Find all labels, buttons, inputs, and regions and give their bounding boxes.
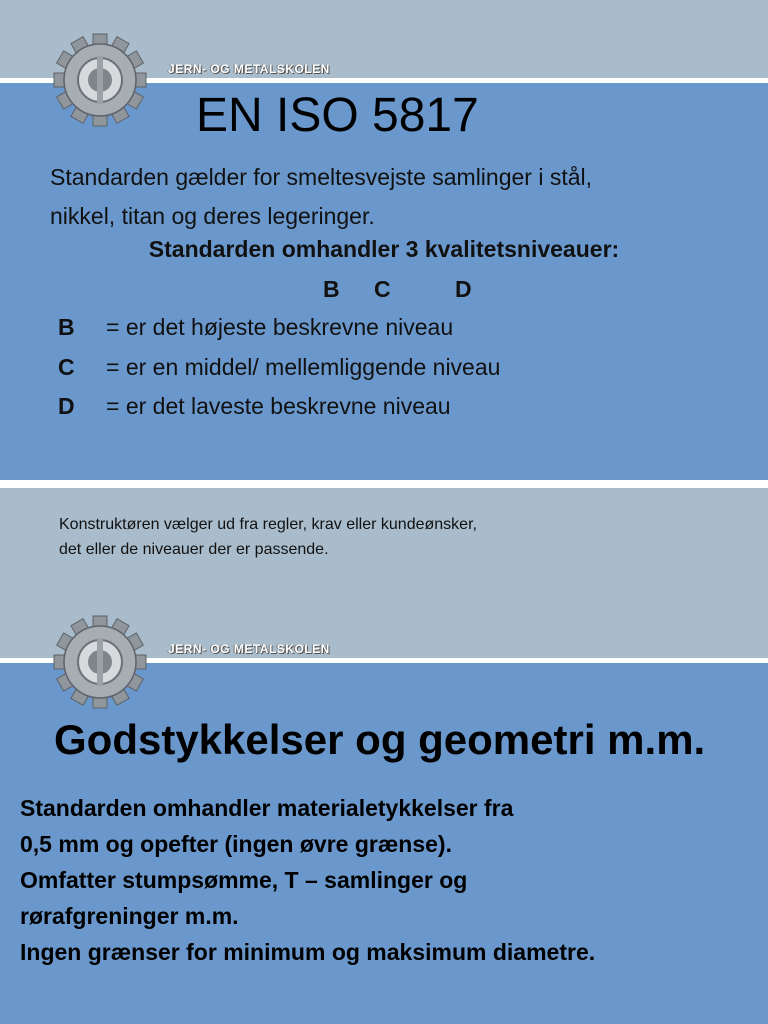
school-logo (28, 14, 168, 134)
school-name: JERN- OG METALSKOLEN (168, 62, 330, 76)
definition-text: = er det laveste beskrevne niveau (106, 393, 451, 419)
definition-key: C (58, 354, 75, 380)
intro-line: Standarden gælder for smeltesvejste samlinger i stål, (50, 164, 593, 190)
definition-text: = er en middel/ mellemliggende niveau (106, 354, 501, 380)
designer-note (59, 512, 477, 562)
slide-1 (0, 0, 768, 480)
section-line: rørafgreninger m.m. (20, 903, 239, 929)
definition-row (58, 393, 451, 420)
definition-key: B (58, 314, 75, 340)
section-line: Omfatter stumpsømme, T – samlinger og (20, 867, 468, 893)
intro-line: nikkel, titan og deres legeringer. (50, 203, 375, 229)
page-title: EN ISO 5817 (196, 89, 479, 142)
gear-icon (54, 34, 146, 126)
school-name: JERN- OG METALSKOLEN (168, 642, 330, 656)
section-title: Godstykkelser og geometri m.m. (54, 716, 706, 763)
definition-text: = er det højeste beskrevne niveau (106, 314, 454, 340)
school-logo (28, 596, 168, 716)
gear-icon (54, 616, 146, 708)
slide-2 (0, 488, 768, 1024)
section-line: Standarden omhandler materialetykkelser fra (20, 795, 514, 821)
slide-divider (0, 480, 768, 488)
note-line: det eller de niveauer der er passende. (59, 541, 329, 558)
levels-heading: Standarden omhandler 3 kvalitetsniveauer: (148, 236, 620, 262)
section-line: 0,5 mm og opefter (ingen øvre grænse). (20, 831, 452, 857)
level-letter: C (374, 276, 391, 302)
definition-key: D (58, 393, 75, 419)
section-line: Ingen grænser for minimum og maksimum diametre. (20, 939, 596, 965)
note-line: Konstruktøren vælger ud fra regler, krav eller kundeønsker, (59, 516, 477, 533)
section-text (20, 790, 760, 970)
definition-row (58, 314, 453, 341)
intro-text (50, 158, 750, 236)
definition-row (58, 354, 500, 381)
level-letter: D (455, 276, 472, 302)
level-letter: B (323, 276, 340, 302)
